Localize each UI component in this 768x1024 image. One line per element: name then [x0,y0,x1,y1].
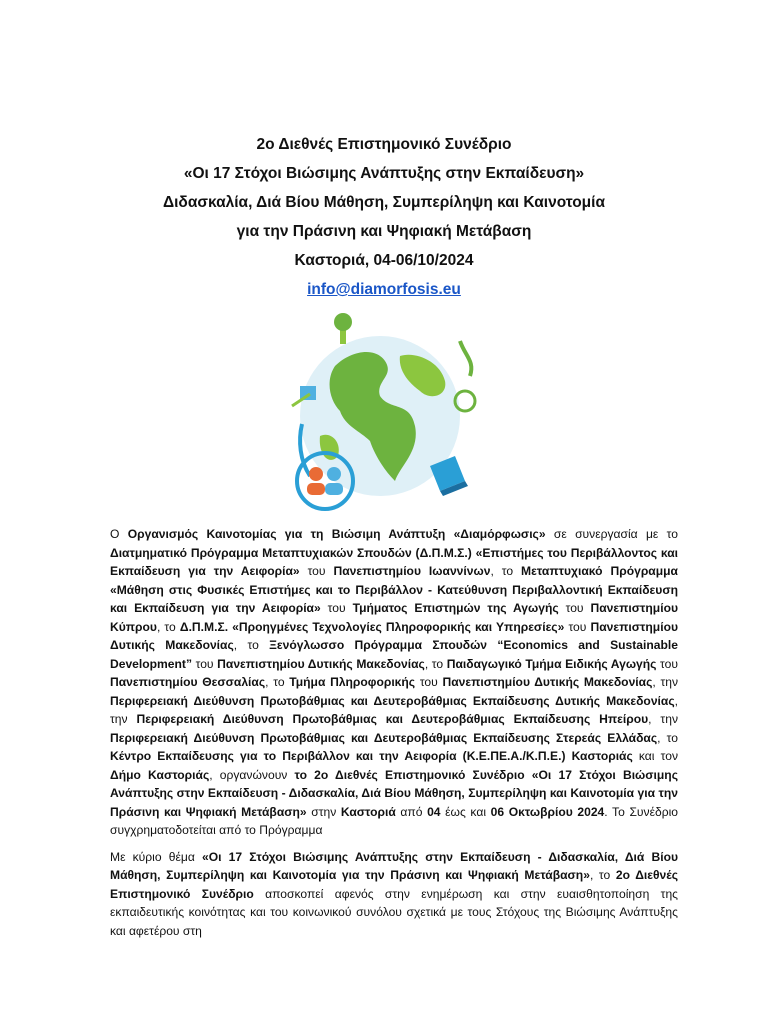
person-icon [309,467,323,481]
heading-line-1: 2ο Διεθνές Επιστημονικό Συνέδριο [256,136,512,153]
heading-line-3: Διδασκαλία, Διά Βίου Μάθηση, Συμπερίληψη και Καινοτομία [162,194,605,211]
email-link[interactable]: info@diamorfosis.eu [307,281,461,298]
paragraph-2: Με κύριο θέμα «Οι 17 Στόχοι Βιώσιμης Ανάπτυξης στην Εκπαίδευση - Διδασκαλία, Διά Βίου Μάθηση, Συμπερίληψη και Καινοτομία για την Πράσινη και Ψηφιακή Μετάβαση», το 2ο Διεθνές Επιστημονικό Συνέδριο αποσκοπεί αφενός στην ενημέρωση και στην ευαισθητοποίηση της εκπαιδευτικής κοινότητας και του κοινωνικού συνόλου σχετικά με τους Στόχους της Βιώσιμης Ανάπτυξης και αφετέρου στη [110,849,679,938]
person-icon-2 [327,467,341,481]
paragraph-1: Ο Οργανισμός Καινοτομίας για τη Βιώσιμη Ανάπτυξη «Διαμόρφωσις» σε συνεργασία με το Διατμηματικό Πρόγραμμα Μεταπτυχιακών Σπουδών (Δ.Π.Μ.Σ.) «Επιστήμες του Περιβάλλοντος και Εκπαίδευση για την Αειφορία» του Πανεπιστημίου Ιωαννίνων, το Μεταπτυχιακό Πρόγραμμα «Μάθηση στις Φυσικές Επιστήμες και το Περιβάλλον - Κατεύθυνση Περιβαλλοντική Εκπαίδευση και Εκπαίδευση για την Αειφορία» του Τμήματος Επιστημών της Αγωγής του Πανεπιστημίου Κύπρου, το Δ.Π.Μ.Σ. «Προηγμένες Τεχνολογίες Πληροφορικής και Υπηρεσίες» του Πανεπιστημίου Δυτικής Μακεδονίας, το Ξενόγλωσσο Πρόγραμμα Σπουδών “Economics and Sustainable Development” του Πανεπιστημίου Δυτικής Μακεδονίας, το Παιδαγωγικό Τμήμα Ειδικής Αγωγής του Πανεπιστημίου Θεσσαλίας, το Τμήμα Πληροφορικής του Πανεπιστημίου Δυτικής Μακεδονίας, την Περιφερειακή Διεύθυνση Πρωτοβάθμιας και Δευτεροβάθμιας Εκπαίδευσης Δυτικής Μακεδονίας, την Περιφερειακή Διεύθυνση Πρωτοβάθμιας και Δευτεροβάθμιας Εκπαίδευσης Ηπείρου, την Περιφερειακή Διεύθυνση Πρωτοβάθμιας και Δευτεροβάθμιας Εκπαίδευσης Στερεάς Ελλάδας, το Κέντρο Εκπαίδευσης για το Περιβάλλον και την Αειφορία (Κ.Ε.ΠΕ.Α./Κ.Π.Ε.) Καστοριάς και τον Δήμο Καστοριάς, οργανώνουν το 2ο Διεθνές Επιστημονικό Συνέδριο «Οι 17 Στόχοι Βιώσιμης Ανάπτυξης στην Εκπαίδευση - Διδασκαλία, Διά Βίου Μάθηση, Συμπερίληψη και Καινοτομία για την Πράσινη και Ψηφιακή Μετάβαση» στην Καστοριά από 04 έως και 06 Οκτωβρίου 2024. Το Συνέδριο συγχρηματοδοτείται από το Πρόγραμμα [110,527,679,837]
globe-sustainability-logo [280,306,490,516]
conference-heading [0,130,768,304]
heading-line-2: «Οι 17 Στόχοι Βιώσιμης Ανάπτυξης στην Εκπαίδευση» [183,165,585,182]
heading-line-4: για την Πράσινη και Ψηφιακή Μετάβαση [236,223,532,240]
body-text [110,525,678,948]
heading-line-5: Καστοριά, 04-06/10/2024 [294,252,474,269]
plant-icon [460,341,471,376]
